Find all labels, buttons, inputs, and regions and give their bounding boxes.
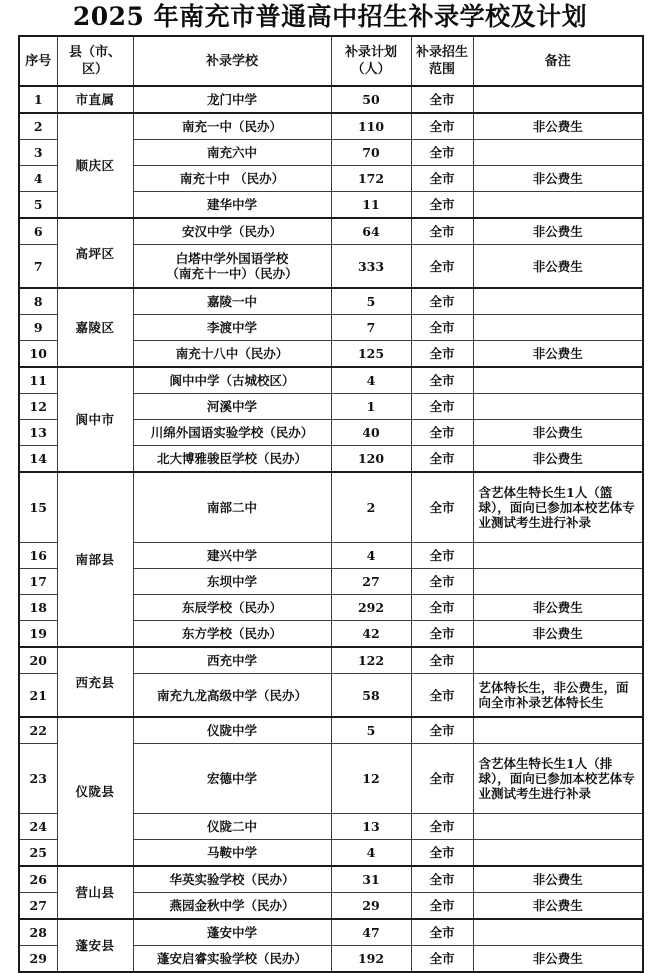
cell-school: 安汉中学（民办） xyxy=(133,218,331,245)
cell-school: 阆中中学（古城校区） xyxy=(133,367,331,394)
column-header-scope: 补录招生范围 xyxy=(411,36,473,86)
cell-school: 龙门中学 xyxy=(133,86,331,113)
cell-scope: 全市 xyxy=(411,946,473,973)
cell-school: 李渡中学 xyxy=(133,315,331,341)
cell-quota: 4 xyxy=(331,840,411,867)
cell-index: 10 xyxy=(19,341,57,368)
cell-scope: 全市 xyxy=(411,814,473,840)
cell-index: 25 xyxy=(19,840,57,867)
cell-quota: 110 xyxy=(331,113,411,140)
cell-index: 16 xyxy=(19,543,57,569)
cell-index: 5 xyxy=(19,192,57,219)
cell-scope: 全市 xyxy=(411,595,473,621)
cell-remark xyxy=(473,394,643,420)
cell-quota: 29 xyxy=(331,893,411,920)
cell-remark xyxy=(473,86,643,113)
cell-scope: 全市 xyxy=(411,893,473,920)
cell-remark xyxy=(473,288,643,315)
cell-school: 宏德中学 xyxy=(133,744,331,814)
cell-county: 阆中市 xyxy=(57,367,133,472)
cell-school: 建兴中学 xyxy=(133,543,331,569)
table-header-row xyxy=(19,36,643,86)
table-row xyxy=(19,866,643,893)
cell-remark xyxy=(473,647,643,674)
cell-scope: 全市 xyxy=(411,113,473,140)
cell-school: 仪陇中学 xyxy=(133,717,331,744)
cell-remark: 非公费生 xyxy=(473,621,643,648)
cell-remark: 非公费生 xyxy=(473,946,643,973)
table-row xyxy=(19,86,643,113)
cell-index: 12 xyxy=(19,394,57,420)
cell-quota: 333 xyxy=(331,245,411,289)
cell-index: 8 xyxy=(19,288,57,315)
cell-scope: 全市 xyxy=(411,621,473,648)
cell-index: 2 xyxy=(19,113,57,140)
cell-quota: 13 xyxy=(331,814,411,840)
cell-county: 蓬安县 xyxy=(57,919,133,972)
cell-scope: 全市 xyxy=(411,744,473,814)
cell-index: 14 xyxy=(19,446,57,473)
cell-index: 11 xyxy=(19,367,57,394)
cell-quota: 47 xyxy=(331,919,411,946)
cell-school: 白塔中学外国语学校 （南充十一中）（民办） xyxy=(133,245,331,289)
cell-remark: 非公费生 xyxy=(473,113,643,140)
cell-scope: 全市 xyxy=(411,192,473,219)
cell-school: 北大博雅骏臣学校（民办） xyxy=(133,446,331,473)
cell-school: 华英实验学校（民办） xyxy=(133,866,331,893)
cell-quota: 58 xyxy=(331,674,411,718)
cell-remark: 非公费生 xyxy=(473,893,643,920)
table-row xyxy=(19,717,643,744)
cell-index: 29 xyxy=(19,946,57,973)
cell-school: 嘉陵一中 xyxy=(133,288,331,315)
cell-index: 15 xyxy=(19,472,57,543)
cell-scope: 全市 xyxy=(411,140,473,166)
cell-school: 仪陇二中 xyxy=(133,814,331,840)
cell-scope: 全市 xyxy=(411,341,473,368)
cell-quota: 292 xyxy=(331,595,411,621)
cell-remark xyxy=(473,569,643,595)
cell-school: 燕园金秋中学（民办） xyxy=(133,893,331,920)
cell-school: 南充六中 xyxy=(133,140,331,166)
cell-remark xyxy=(473,543,643,569)
cell-scope: 全市 xyxy=(411,569,473,595)
cell-county: 市直属 xyxy=(57,86,133,113)
cell-quota: 2 xyxy=(331,472,411,543)
cell-scope: 全市 xyxy=(411,315,473,341)
cell-remark: 非公费生 xyxy=(473,446,643,473)
cell-index: 22 xyxy=(19,717,57,744)
cell-scope: 全市 xyxy=(411,866,473,893)
column-header-county: 县（市、区） xyxy=(57,36,133,86)
cell-index: 19 xyxy=(19,621,57,648)
cell-quota: 192 xyxy=(331,946,411,973)
cell-remark: 非公费生 xyxy=(473,341,643,368)
cell-remark xyxy=(473,367,643,394)
cell-quota: 11 xyxy=(331,192,411,219)
cell-quota: 4 xyxy=(331,543,411,569)
cell-quota: 122 xyxy=(331,647,411,674)
table-row xyxy=(19,472,643,543)
cell-remark: 含艺体生特长生1人（篮球），面向已参加本校艺体专业测试考生进行补录 xyxy=(473,472,643,543)
cell-county: 南部县 xyxy=(57,472,133,647)
cell-quota: 4 xyxy=(331,367,411,394)
cell-index: 7 xyxy=(19,245,57,289)
table-row xyxy=(19,367,643,394)
cell-quota: 5 xyxy=(331,288,411,315)
cell-index: 1 xyxy=(19,86,57,113)
cell-remark xyxy=(473,919,643,946)
cell-scope: 全市 xyxy=(411,166,473,192)
cell-quota: 5 xyxy=(331,717,411,744)
cell-scope: 全市 xyxy=(411,543,473,569)
cell-quota: 1 xyxy=(331,394,411,420)
supplementary-enrollment-table xyxy=(18,35,644,973)
cell-remark xyxy=(473,192,643,219)
cell-scope: 全市 xyxy=(411,245,473,289)
cell-remark: 非公费生 xyxy=(473,420,643,446)
cell-remark: 非公费生 xyxy=(473,595,643,621)
cell-quota: 27 xyxy=(331,569,411,595)
column-header-quota: 补录计划（人） xyxy=(331,36,411,86)
cell-school: 东方学校（民办） xyxy=(133,621,331,648)
cell-quota: 12 xyxy=(331,744,411,814)
cell-remark: 非公费生 xyxy=(473,218,643,245)
cell-quota: 64 xyxy=(331,218,411,245)
cell-index: 26 xyxy=(19,866,57,893)
table-row xyxy=(19,113,643,140)
cell-scope: 全市 xyxy=(411,647,473,674)
cell-index: 23 xyxy=(19,744,57,814)
cell-quota: 172 xyxy=(331,166,411,192)
cell-remark: 非公费生 xyxy=(473,866,643,893)
cell-school: 川绵外国语实验学校（民办） xyxy=(133,420,331,446)
cell-school: 南充十八中（民办） xyxy=(133,341,331,368)
cell-county: 顺庆区 xyxy=(57,113,133,218)
cell-quota: 50 xyxy=(331,86,411,113)
cell-school: 南充九龙高级中学（民办） xyxy=(133,674,331,718)
cell-index: 17 xyxy=(19,569,57,595)
table-header xyxy=(19,36,643,86)
cell-index: 6 xyxy=(19,218,57,245)
column-header-school: 补录学校 xyxy=(133,36,331,86)
cell-county: 高坪区 xyxy=(57,218,133,288)
cell-remark xyxy=(473,315,643,341)
cell-school: 南充一中（民办） xyxy=(133,113,331,140)
cell-remark: 非公费生 xyxy=(473,166,643,192)
cell-scope: 全市 xyxy=(411,218,473,245)
cell-index: 27 xyxy=(19,893,57,920)
cell-scope: 全市 xyxy=(411,840,473,867)
cell-index: 24 xyxy=(19,814,57,840)
cell-quota: 70 xyxy=(331,140,411,166)
cell-quota: 31 xyxy=(331,866,411,893)
cell-quota: 42 xyxy=(331,621,411,648)
cell-remark: 含艺体生特长生1人（排球），面向已参加本校艺体专业测试考生进行补录 xyxy=(473,744,643,814)
cell-scope: 全市 xyxy=(411,420,473,446)
cell-remark: 非公费生 xyxy=(473,245,643,289)
cell-scope: 全市 xyxy=(411,446,473,473)
cell-remark xyxy=(473,140,643,166)
cell-school: 西充中学 xyxy=(133,647,331,674)
page-title: 2025 年南充市普通高中招生补录学校及计划 xyxy=(72,2,588,31)
cell-quota: 40 xyxy=(331,420,411,446)
cell-county: 营山县 xyxy=(57,866,133,919)
cell-remark: 艺体特长生，非公费生，面向全市补录艺体特长生 xyxy=(473,674,643,718)
table-row xyxy=(19,647,643,674)
cell-school: 马鞍中学 xyxy=(133,840,331,867)
table-row xyxy=(19,919,643,946)
cell-scope: 全市 xyxy=(411,86,473,113)
table-row xyxy=(19,288,643,315)
column-header-index: 序号 xyxy=(19,36,57,86)
cell-quota: 125 xyxy=(331,341,411,368)
cell-index: 18 xyxy=(19,595,57,621)
cell-index: 3 xyxy=(19,140,57,166)
cell-county: 西充县 xyxy=(57,647,133,717)
table-body xyxy=(19,86,643,972)
cell-index: 13 xyxy=(19,420,57,446)
cell-school: 南部二中 xyxy=(133,472,331,543)
column-header-remark: 备注 xyxy=(473,36,643,86)
cell-school: 河溪中学 xyxy=(133,394,331,420)
cell-scope: 全市 xyxy=(411,394,473,420)
cell-index: 28 xyxy=(19,919,57,946)
cell-school: 东辰学校（民办） xyxy=(133,595,331,621)
cell-county: 仪陇县 xyxy=(57,717,133,866)
cell-county: 嘉陵区 xyxy=(57,288,133,367)
cell-quota: 7 xyxy=(331,315,411,341)
cell-scope: 全市 xyxy=(411,674,473,718)
cell-index: 4 xyxy=(19,166,57,192)
cell-school: 蓬安中学 xyxy=(133,919,331,946)
table-row xyxy=(19,218,643,245)
cell-school: 蓬安启睿实验学校（民办） xyxy=(133,946,331,973)
cell-school: 建华中学 xyxy=(133,192,331,219)
cell-scope: 全市 xyxy=(411,367,473,394)
cell-remark xyxy=(473,840,643,867)
cell-scope: 全市 xyxy=(411,288,473,315)
cell-index: 21 xyxy=(19,674,57,718)
cell-scope: 全市 xyxy=(411,919,473,946)
cell-scope: 全市 xyxy=(411,472,473,543)
cell-index: 9 xyxy=(19,315,57,341)
cell-remark xyxy=(473,814,643,840)
cell-index: 20 xyxy=(19,647,57,674)
cell-quota: 120 xyxy=(331,446,411,473)
cell-school: 东坝中学 xyxy=(133,569,331,595)
cell-school: 南充十中 （民办） xyxy=(133,166,331,192)
cell-scope: 全市 xyxy=(411,717,473,744)
cell-remark xyxy=(473,717,643,744)
